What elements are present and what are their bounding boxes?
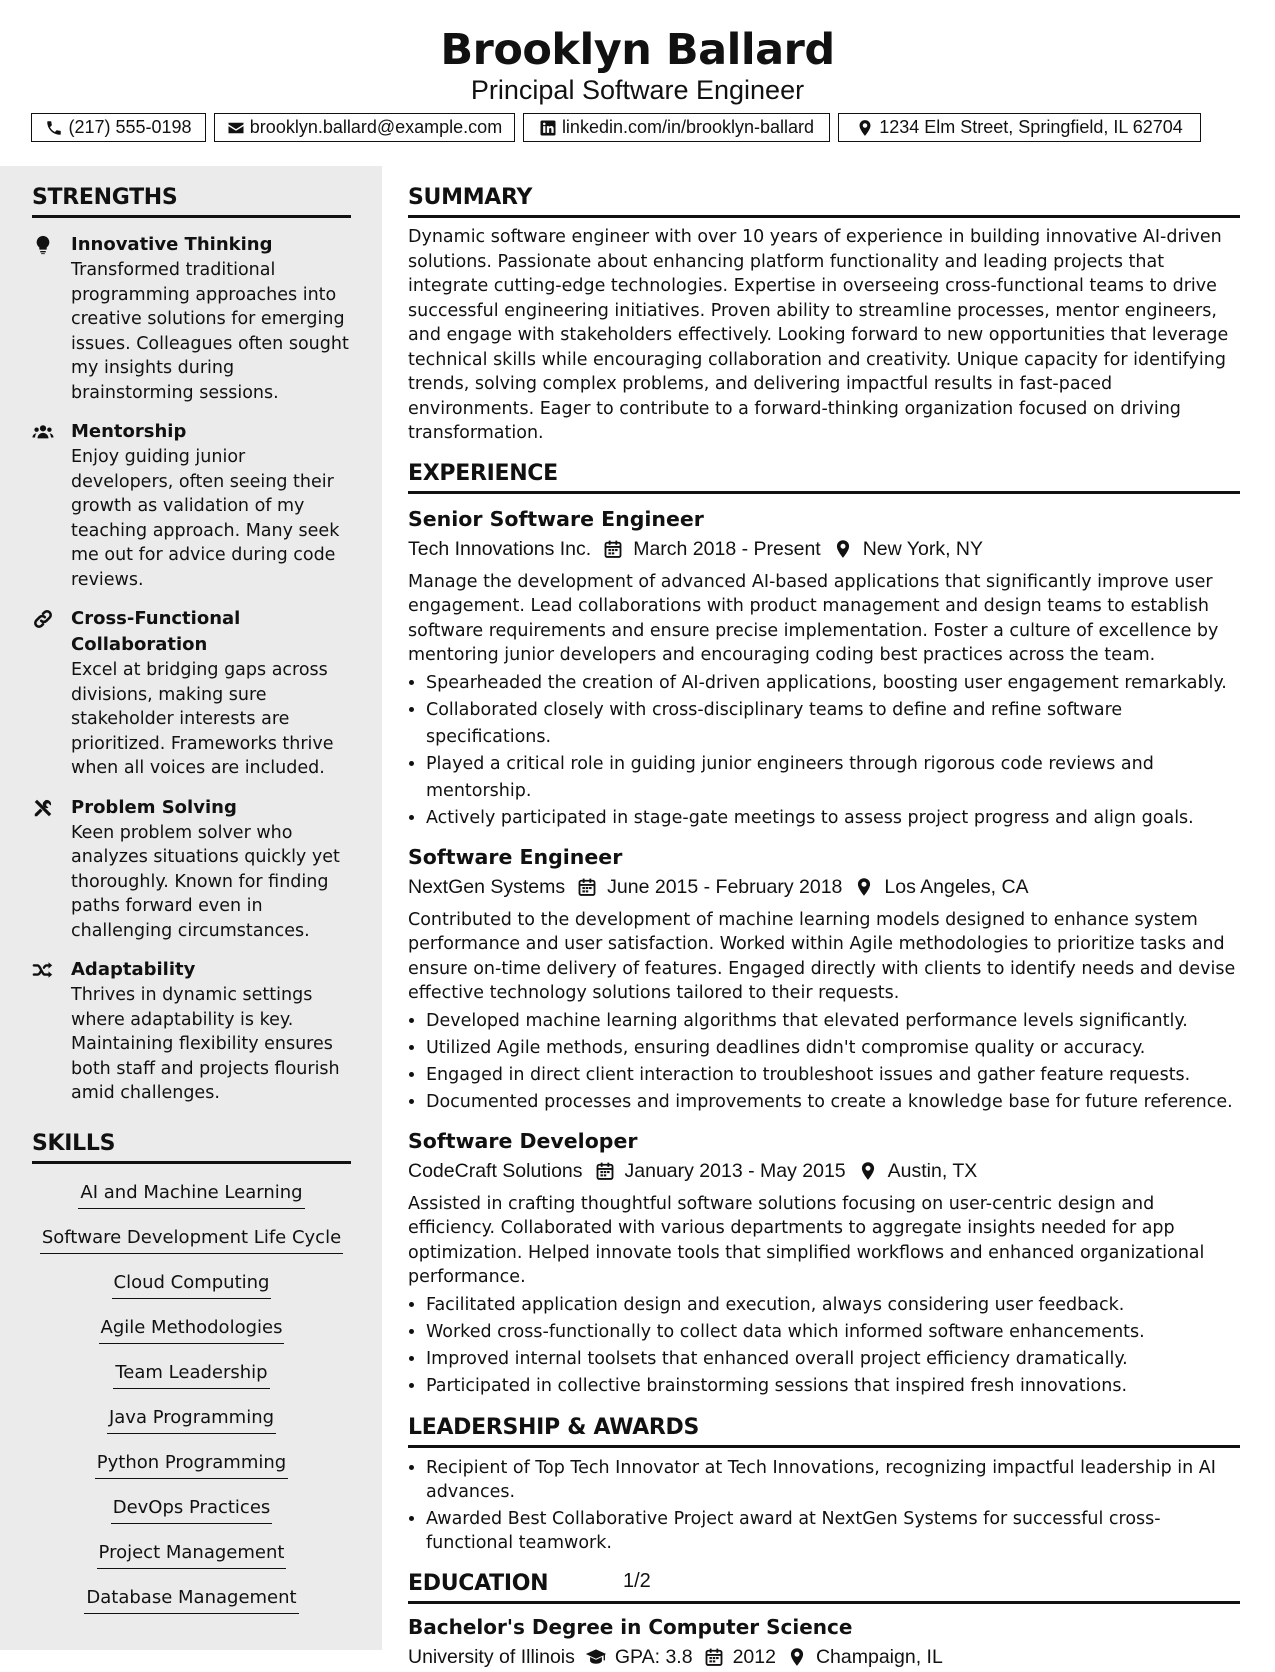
job-entry — [408, 1126, 1240, 1400]
skill-tag: Database Management — [84, 1585, 298, 1614]
job-description: Contributed to the development of machine learning models designed to enhance system performance and user satisfaction. Worked within Agile methodologies to prioritize tasks and ensure on-time delivery of features. Engaged directly with clients to identify needs and devise effective technology solutions tailored to their requests. — [408, 909, 1236, 1003]
contact-phone[interactable] — [31, 113, 206, 142]
job-bullet: • Spearheaded the creation of AI-driven applications, boosting user engagement remarkably. — [426, 670, 1240, 697]
job-location: New York, NY — [862, 537, 984, 560]
strength-item — [32, 232, 351, 405]
skill-tag: Project Management — [97, 1540, 287, 1569]
strength-desc: Thrives in dynamic settings where adaptability is key. Maintaining flexibility ensures both staff and projects flourish amid challenges. — [71, 985, 340, 1103]
sidebar — [0, 166, 382, 1650]
linkedin-text: linkedin.com/in/brooklyn-ballard — [561, 117, 815, 137]
job-title: Software Developer — [408, 1128, 638, 1153]
education-location: Champaign, IL — [815, 1645, 943, 1668]
award-item: • Awarded Best Collaborative Project award at NextGen Systems for successful cross-functional teamwork. — [426, 1507, 1240, 1556]
contact-email[interactable] — [214, 113, 515, 142]
link-icon — [32, 608, 54, 630]
job-dates: January 2013 - May 2015 — [624, 1159, 846, 1182]
shuffle-icon — [32, 959, 54, 981]
strength-desc: Transformed traditional programming approaches into creative solutions for emerging issues. Colleagues often sought my insights during brainstorming sessions. — [71, 260, 349, 403]
job-bullet: • Worked cross-functionally to collect data which informed software enhancements. — [426, 1319, 1240, 1346]
map-marker-icon — [833, 539, 853, 559]
job-location: Austin, TX — [887, 1159, 978, 1182]
education-gpa: GPA: 3.8 — [614, 1645, 693, 1668]
phone-icon — [45, 119, 63, 137]
contact-bar — [31, 113, 1239, 144]
skill-tag: Python Programming — [95, 1450, 288, 1479]
job-company: NextGen Systems — [408, 875, 566, 898]
phone-text: (217) 555-0198 — [68, 117, 192, 137]
job-bullet: • Utilized Agile methods, ensuring deadlines didn't compromise quality or accuracy. — [426, 1035, 1240, 1062]
map-marker-icon — [854, 877, 874, 897]
strength-title: Adaptability — [71, 959, 196, 980]
job-bullet: • Engaged in direct client interaction to troubleshoot issues and gather feature requests. — [426, 1062, 1240, 1089]
job-dates: March 2018 - Present — [633, 537, 821, 560]
strength-item — [32, 957, 351, 1106]
job-meta — [408, 872, 1240, 902]
skills-list — [32, 1180, 351, 1614]
lightbulb-icon — [32, 234, 54, 256]
skill-tag: Agile Methodologies — [99, 1315, 285, 1344]
job-bullets — [408, 1008, 1240, 1116]
candidate-title: Principal Software Engineer — [470, 75, 805, 105]
job-bullet: • Documented processes and improvements to create a knowledge base for future reference. — [426, 1089, 1240, 1116]
education-school: University of Illinois — [408, 1645, 575, 1668]
calendar-icon — [595, 1161, 615, 1181]
skill-tag: Cloud Computing — [112, 1270, 272, 1299]
tools-icon — [32, 797, 54, 819]
skill-tag: DevOps Practices — [111, 1495, 273, 1524]
strength-title: Problem Solving — [71, 796, 237, 818]
job-bullets — [408, 1292, 1240, 1400]
skill-tag: AI and Machine Learning — [78, 1180, 304, 1209]
job-description: Assisted in crafting thoughtful software solutions focusing on user-centric design and efficiency. Collaborated with various departments to aggregate insights needed for app optimization. Helped innovate tools that simplified workflows and enhanced organizational performance. — [408, 1193, 1205, 1287]
strength-title: Innovative Thinking — [71, 234, 273, 255]
linkedin-icon — [539, 119, 557, 137]
contact-linkedin[interactable] — [523, 113, 830, 142]
summary-text: Dynamic software engineer with over 10 years of experience in building innovative AI-driven solutions. Passionate about enhancing platform functionality and leading projects that integrate cutting-edge technologies. Expertise in overseeing cross-functional teams to drive successful engineering initiatives. Proven ability to streamline processes, mentor engineers, and engage with stakeholders effectively. Looking forward to new opportunities that leverage technical skills while encouraging collaboration and creativity. Unique capacity for identifying trends, solving complex problems, and delivering impactful results in fast-paced environments. Eager to contribute to a forward-thinking organization focused on driving transformation. — [408, 227, 1229, 443]
education-degree: Bachelor's Degree in Computer Science — [408, 1614, 853, 1639]
map-marker-icon — [858, 1161, 878, 1181]
skill-tag: Software Development Life Cycle — [40, 1225, 343, 1254]
summary-heading: SUMMARY — [408, 166, 1240, 218]
calendar-icon — [577, 877, 597, 897]
job-bullet: • Developed machine learning algorithms that elevated performance levels significantly. — [426, 1008, 1240, 1035]
education-heading: EDUCATION — [408, 1558, 1240, 1604]
awards-heading: LEADERSHIP & AWARDS — [408, 1400, 1240, 1448]
skill-tag: Team Leadership — [113, 1360, 269, 1389]
job-dates: June 2015 - February 2018 — [607, 875, 843, 898]
job-company: Tech Innovations Inc. — [408, 537, 592, 560]
page-number: 1/2 — [623, 1570, 651, 1592]
job-meta — [408, 1156, 1240, 1186]
job-bullets — [408, 670, 1240, 832]
map-marker-icon — [856, 119, 874, 137]
contact-address[interactable] — [838, 113, 1201, 142]
job-location: Los Angeles, CA — [884, 875, 1029, 898]
job-meta — [408, 534, 1240, 564]
job-bullet: • Participated in collective brainstorming sessions that inspired fresh innovations. — [426, 1373, 1240, 1400]
job-entry — [408, 504, 1240, 832]
strength-title: Mentorship — [71, 421, 187, 442]
award-item: • Recipient of Top Tech Innovator at Tech Innovations, recognizing impactful leadership in AI advances. — [426, 1456, 1240, 1505]
job-bullet: • Actively participated in stage-gate meetings to assess project progress and align goals. — [426, 805, 1240, 832]
job-bullet: • Played a critical role in guiding junior engineers through rigorous code reviews and mentorship. — [426, 751, 1240, 805]
skills-heading: SKILLS — [32, 1112, 351, 1164]
address-text: 1234 Elm Street, Springfield, IL 62704 — [879, 117, 1183, 137]
strength-desc: Excel at bridging gaps across divisions, making sure stakeholder interests are prioritized. Frameworks thrive when all voices are included. — [71, 660, 334, 778]
strength-item — [32, 419, 351, 592]
awards-list — [408, 1456, 1240, 1556]
education-meta — [408, 1642, 1240, 1672]
job-bullet: • Facilitated application design and execution, always considering user feedback. — [426, 1292, 1240, 1319]
email-text: brooklyn.ballard@example.com — [249, 117, 503, 137]
job-description: Manage the development of advanced AI-based applications that significantly improve user engagement. Lead collaborations with product management and design teams to establish software requirements and ensure precise implementation. Foster a culture of excellence by mentoring junior developers and encouraging coding best practices across the team. — [408, 571, 1219, 665]
strength-title: Cross-Functional Collaboration — [71, 608, 241, 655]
candidate-name: Brooklyn Ballard — [440, 25, 835, 75]
job-title: Senior Software Engineer — [408, 506, 704, 531]
strength-item — [32, 795, 351, 944]
job-bullet: • Improved internal toolsets that enhanced overall project efficiency dramatically. — [426, 1346, 1240, 1373]
calendar-icon — [603, 539, 623, 559]
education-year: 2012 — [732, 1645, 776, 1668]
users-icon — [32, 421, 54, 443]
skill-tag: Java Programming — [107, 1405, 276, 1434]
job-bullet: • Collaborated closely with cross-disciplinary teams to define and refine software specifications. — [426, 697, 1240, 751]
main-content — [408, 166, 1240, 1672]
job-title: Software Engineer — [408, 844, 623, 869]
experience-heading: EXPERIENCE — [408, 446, 1240, 494]
strength-desc: Keen problem solver who analyzes situations quickly yet thoroughly. Known for finding paths forward even in challenging circumstances. — [71, 822, 340, 941]
envelope-icon — [227, 119, 245, 137]
job-company: CodeCraft Solutions — [408, 1159, 583, 1182]
resume-header — [0, 0, 1275, 106]
strength-desc: Enjoy guiding junior developers, often seeing their growth as validation of my teaching approach. Many seek me out for advice during code reviews. — [71, 447, 340, 590]
job-entry — [408, 842, 1240, 1116]
strength-item — [32, 606, 351, 781]
strengths-heading: STRENGTHS — [32, 166, 351, 218]
